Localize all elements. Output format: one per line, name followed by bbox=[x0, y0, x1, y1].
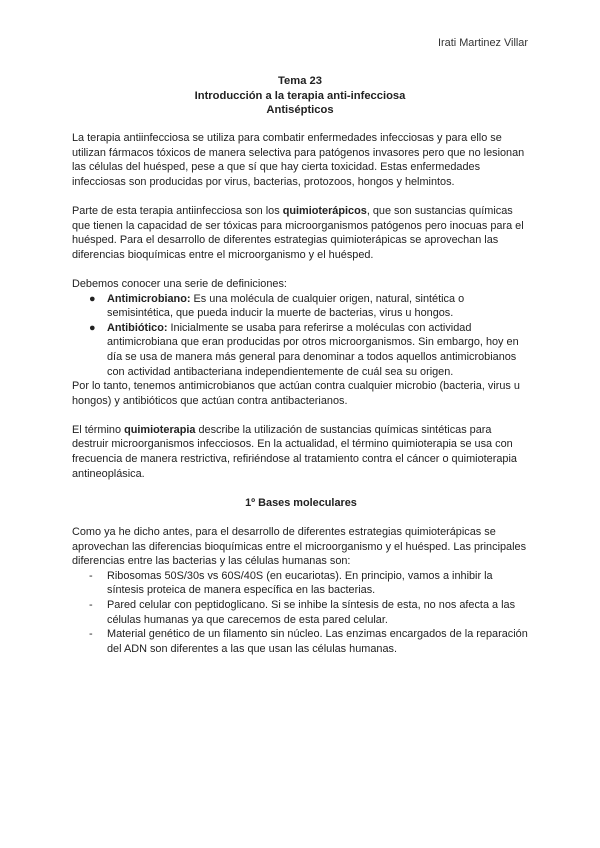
list-item-text: Material genético de un filamento sin núcleo. Las enzimas encargados de la reparación del ADN son diferentes a las que usan las células humanas. bbox=[107, 628, 528, 655]
dash-marker: - bbox=[89, 599, 93, 611]
bullet-marker: ● bbox=[89, 292, 96, 305]
document-body bbox=[72, 131, 530, 656]
list-item bbox=[89, 292, 530, 321]
author-name: Irati Martinez Villar bbox=[438, 37, 528, 49]
text-run: El término bbox=[72, 423, 125, 436]
definitions-outro: Por lo tanto, tenemos antimicrobianos que actúan contra cualquier microbio (bacteria, virus u hongos) y antibióticos que actúan contra antibacterianos. bbox=[72, 380, 520, 407]
definitions-list bbox=[72, 292, 530, 380]
dash-marker: - bbox=[89, 569, 93, 582]
title-line-subtitle: Antisépticos bbox=[266, 104, 334, 117]
definition-text: Es una molécula de cualquier origen, natural, sintética o semisintética, que pueda inducir la muerte de bacterias, virus u hongos. bbox=[107, 292, 465, 320]
list-item-text: Pared celular con peptidoglicano. Si se inhibe la síntesis de esta, no nos afecta a las células humanas ya que carecemos de esta pared celular. bbox=[107, 599, 516, 626]
dash-marker: - bbox=[89, 628, 93, 641]
quimioterapicos-paragraph bbox=[72, 204, 530, 262]
definition-term: Antibiótico: bbox=[107, 321, 168, 334]
definitions-intro: Debemos conocer una serie de definiciones: bbox=[72, 277, 287, 290]
quimioterapia-paragraph bbox=[72, 423, 530, 481]
list-item bbox=[89, 321, 530, 379]
list-item bbox=[89, 627, 530, 656]
differences-list bbox=[72, 569, 530, 657]
list-item-text: Ribosomas 50S/30s vs 60S/40S (en eucariotas). En principio, vamos a inhibir la síntesis proteica de manera específica en las bacterias. bbox=[107, 569, 493, 597]
bold-term: quimioterápicos bbox=[282, 204, 367, 217]
text-run: describe la utilización de sustancias químicas sintéticas para destruir microorganismos infecciosos. En la actualidad, el término quimioterapia se usa con frecuencia de manera restrictiva, refiriéndose al tratamiento contra el cáncer o quimioterapia antineoplásica. bbox=[72, 423, 517, 480]
definition-text: Inicialmente se usaba para referirse a moléculas con actividad antimicrobiana que eran producidas por otros microorganismos. Sin embargo, hoy en día se usa de manera más general para denominar a todos aquellos antimicrobianos con actividad antibacteriana independientemente de cuál sea su origen. bbox=[107, 321, 519, 378]
document-title bbox=[72, 74, 528, 118]
bullet-marker: ● bbox=[89, 321, 96, 334]
definition-term: Antimicrobiano: bbox=[107, 292, 191, 305]
text-run: Parte de esta terapia antiinfecciosa son los bbox=[72, 204, 283, 217]
text-run: , que son sustancias químicas que tienen la capacidad de ser tóxicas para microorganismos patógenos pero inocuas para el huésped. Para el desarrollo de diferentes estrategias quimioterápicas se aprovechan las diferencias bioquímicas entre el microorganismo y el huésped. bbox=[72, 204, 524, 261]
bold-term: quimioterapia bbox=[124, 423, 196, 436]
section-intro: Como ya he dicho antes, para el desarrollo de diferentes estrategias quimioterápicas se aprovechan las diferencias bioquímicas entre el microorganismo y el huésped. Las principales diferencias entre las bacterias y las células humanas son: bbox=[72, 526, 527, 568]
intro-paragraph: La terapia antiinfecciosa se utiliza para combatir enfermedades infecciosas y para ello se utilizan fármacos tóxicos de manera selectiva para patógenos invasores pero que no lesionan las células del huésped, pese a que sí que hay cierta toxicidad. Estas enfermedades infecciosas son producidas por virus, bacterias, protozoos, hongos y helmintos. bbox=[72, 132, 525, 188]
section-heading: 1º Bases moleculares bbox=[245, 496, 357, 509]
title-line-subject: Introducción a la terapia anti-infecciosa bbox=[194, 89, 406, 102]
list-item bbox=[89, 569, 530, 598]
title-line-topic: Tema 23 bbox=[278, 75, 322, 87]
list-item bbox=[89, 598, 530, 627]
